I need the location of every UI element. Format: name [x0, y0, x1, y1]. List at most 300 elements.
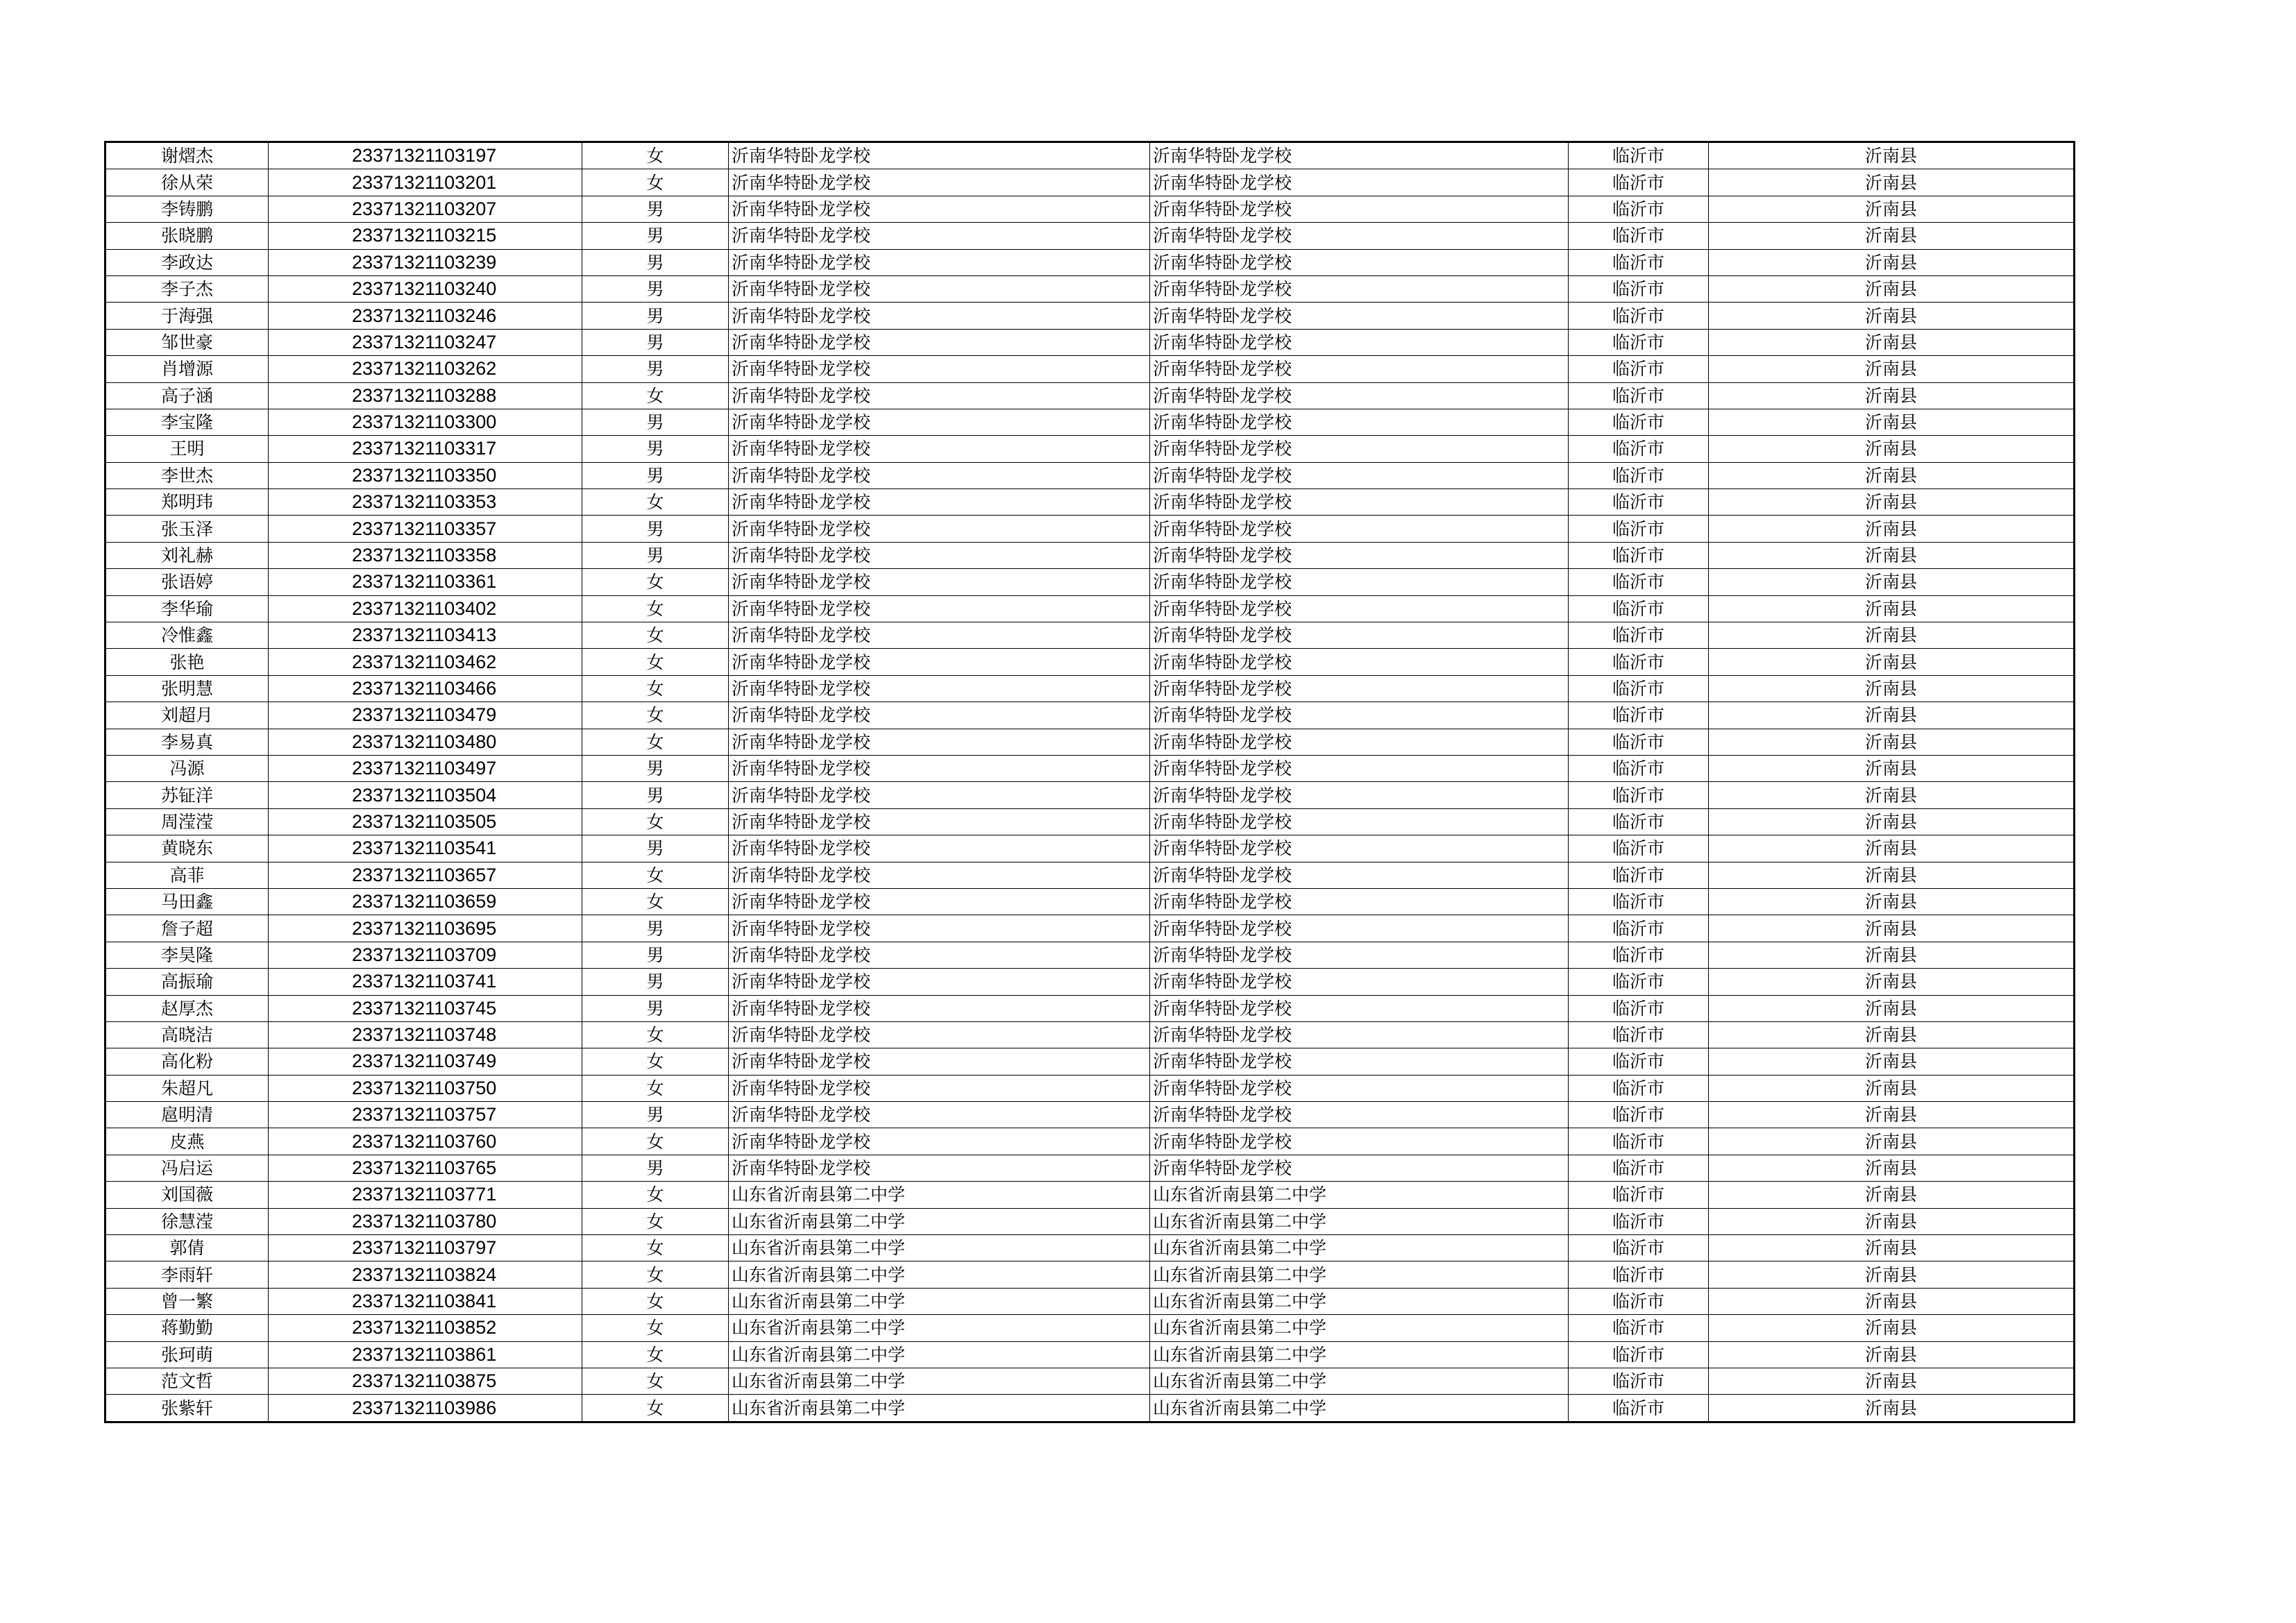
- cell-exam-site: 沂南华特卧龙学校: [1150, 142, 1569, 169]
- cell-name: 冯启运: [105, 1155, 269, 1181]
- cell-gender: 女: [582, 1075, 729, 1101]
- cell-gender: 女: [582, 1395, 729, 1422]
- cell-exam-id: 23371321103875: [269, 1368, 582, 1394]
- cell-school: 沂南华特卧龙学校: [729, 915, 1150, 942]
- cell-exam-site: 沂南华特卧龙学校: [1150, 1075, 1569, 1101]
- cell-city: 临沂市: [1569, 303, 1709, 329]
- cell-name: 詹子超: [105, 915, 269, 942]
- cell-city: 临沂市: [1569, 1102, 1709, 1128]
- cell-county: 沂南县: [1709, 649, 2075, 675]
- cell-city: 临沂市: [1569, 1368, 1709, 1394]
- cell-exam-site: 沂南华特卧龙学校: [1150, 382, 1569, 409]
- cell-city: 临沂市: [1569, 915, 1709, 942]
- table-row: [105, 516, 2075, 542]
- cell-gender: 男: [582, 223, 729, 249]
- cell-gender: 男: [582, 516, 729, 542]
- cell-city: 临沂市: [1569, 462, 1709, 488]
- cell-school: 沂南华特卧龙学校: [729, 782, 1150, 808]
- cell-exam-site: 沂南华特卧龙学校: [1150, 835, 1569, 862]
- cell-exam-site: 山东省沂南县第二中学: [1150, 1288, 1569, 1314]
- cell-gender: 女: [582, 1235, 729, 1261]
- cell-gender: 男: [582, 995, 729, 1021]
- table-row: [105, 702, 2075, 729]
- table-row: [105, 1261, 2075, 1288]
- table-row: [105, 1208, 2075, 1234]
- cell-city: 临沂市: [1569, 1048, 1709, 1075]
- cell-exam-site: 沂南华特卧龙学校: [1150, 409, 1569, 435]
- table-row: [105, 249, 2075, 275]
- table-row: [105, 675, 2075, 702]
- cell-exam-site: 沂南华特卧龙学校: [1150, 942, 1569, 968]
- cell-gender: 女: [582, 622, 729, 649]
- cell-exam-site: 沂南华特卧龙学校: [1150, 196, 1569, 222]
- cell-city: 临沂市: [1569, 729, 1709, 755]
- cell-exam-site: 沂南华特卧龙学校: [1150, 1021, 1569, 1048]
- cell-exam-site: 沂南华特卧龙学校: [1150, 1155, 1569, 1181]
- cell-exam-site: 沂南华特卧龙学校: [1150, 622, 1569, 649]
- cell-county: 沂南县: [1709, 569, 2075, 595]
- cell-gender: 女: [582, 862, 729, 888]
- cell-gender: 女: [582, 729, 729, 755]
- cell-city: 临沂市: [1569, 755, 1709, 781]
- table-row: [105, 755, 2075, 781]
- table-row: [105, 622, 2075, 649]
- cell-county: 沂南县: [1709, 1102, 2075, 1128]
- cell-name: 李子杰: [105, 275, 269, 302]
- cell-name: 张玉泽: [105, 516, 269, 542]
- cell-school: 沂南华特卧龙学校: [729, 409, 1150, 435]
- table-row: [105, 329, 2075, 355]
- cell-school: 沂南华特卧龙学校: [729, 969, 1150, 995]
- cell-exam-id: 23371321103215: [269, 223, 582, 249]
- cell-county: 沂南县: [1709, 595, 2075, 622]
- cell-school: 沂南华特卧龙学校: [729, 223, 1150, 249]
- table-row: [105, 1368, 2075, 1394]
- cell-school: 沂南华特卧龙学校: [729, 1102, 1150, 1128]
- cell-county: 沂南县: [1709, 436, 2075, 462]
- cell-name: 苏钲洋: [105, 782, 269, 808]
- cell-gender: 女: [582, 1048, 729, 1075]
- cell-city: 临沂市: [1569, 142, 1709, 169]
- table-row: [105, 1075, 2075, 1101]
- cell-county: 沂南县: [1709, 1395, 2075, 1422]
- cell-county: 沂南县: [1709, 1288, 2075, 1314]
- cell-gender: 女: [582, 1021, 729, 1048]
- cell-exam-id: 23371321103861: [269, 1341, 582, 1368]
- cell-exam-id: 23371321103504: [269, 782, 582, 808]
- cell-school: 沂南华特卧龙学校: [729, 1048, 1150, 1075]
- cell-name: 王明: [105, 436, 269, 462]
- cell-school: 沂南华特卧龙学校: [729, 569, 1150, 595]
- cell-city: 临沂市: [1569, 1155, 1709, 1181]
- cell-name: 高子涵: [105, 382, 269, 409]
- cell-school: 沂南华特卧龙学校: [729, 516, 1150, 542]
- cell-exam-id: 23371321103750: [269, 1075, 582, 1101]
- cell-county: 沂南县: [1709, 249, 2075, 275]
- cell-city: 临沂市: [1569, 489, 1709, 516]
- cell-city: 临沂市: [1569, 649, 1709, 675]
- table-row: [105, 835, 2075, 862]
- cell-county: 沂南县: [1709, 1261, 2075, 1288]
- table-row: [105, 1315, 2075, 1341]
- cell-exam-site: 沂南华特卧龙学校: [1150, 649, 1569, 675]
- cell-exam-site: 沂南华特卧龙学校: [1150, 1102, 1569, 1128]
- cell-gender: 男: [582, 835, 729, 862]
- cell-name: 高化粉: [105, 1048, 269, 1075]
- cell-gender: 男: [582, 249, 729, 275]
- cell-exam-id: 23371321103413: [269, 622, 582, 649]
- cell-gender: 男: [582, 409, 729, 435]
- cell-name: 周滢滢: [105, 808, 269, 835]
- cell-county: 沂南县: [1709, 808, 2075, 835]
- cell-exam-id: 23371321103748: [269, 1021, 582, 1048]
- cell-gender: 女: [582, 569, 729, 595]
- cell-city: 临沂市: [1569, 595, 1709, 622]
- cell-name: 刘国薇: [105, 1182, 269, 1208]
- cell-exam-site: 沂南华特卧龙学校: [1150, 275, 1569, 302]
- cell-school: 山东省沂南县第二中学: [729, 1288, 1150, 1314]
- cell-gender: 男: [582, 915, 729, 942]
- table-row: [105, 489, 2075, 516]
- cell-name: 黄晓东: [105, 835, 269, 862]
- cell-city: 临沂市: [1569, 1182, 1709, 1208]
- cell-name: 张珂萌: [105, 1341, 269, 1368]
- cell-city: 临沂市: [1569, 622, 1709, 649]
- cell-exam-id: 23371321103741: [269, 969, 582, 995]
- table-row: [105, 542, 2075, 568]
- roster-table: [104, 141, 2075, 1423]
- cell-exam-site: 沂南华特卧龙学校: [1150, 249, 1569, 275]
- cell-city: 临沂市: [1569, 169, 1709, 196]
- cell-name: 刘礼赫: [105, 542, 269, 568]
- cell-exam-site: 沂南华特卧龙学校: [1150, 489, 1569, 516]
- table-row: [105, 888, 2075, 915]
- cell-county: 沂南县: [1709, 729, 2075, 755]
- cell-school: 山东省沂南县第二中学: [729, 1235, 1150, 1261]
- cell-name: 扈明清: [105, 1102, 269, 1128]
- table-row: [105, 782, 2075, 808]
- cell-school: 沂南华特卧龙学校: [729, 436, 1150, 462]
- cell-county: 沂南县: [1709, 1368, 2075, 1394]
- cell-exam-id: 23371321103780: [269, 1208, 582, 1234]
- cell-gender: 女: [582, 169, 729, 196]
- cell-county: 沂南县: [1709, 995, 2075, 1021]
- cell-exam-id: 23371321103749: [269, 1048, 582, 1075]
- cell-exam-id: 23371321103240: [269, 275, 582, 302]
- cell-city: 临沂市: [1569, 1288, 1709, 1314]
- table-row: [105, 1288, 2075, 1314]
- cell-school: 沂南华特卧龙学校: [729, 622, 1150, 649]
- cell-name: 马田鑫: [105, 888, 269, 915]
- cell-name: 皮燕: [105, 1128, 269, 1155]
- cell-gender: 女: [582, 888, 729, 915]
- cell-city: 临沂市: [1569, 382, 1709, 409]
- cell-county: 沂南县: [1709, 1315, 2075, 1341]
- cell-exam-id: 23371321103201: [269, 169, 582, 196]
- cell-city: 临沂市: [1569, 782, 1709, 808]
- cell-exam-site: 山东省沂南县第二中学: [1150, 1208, 1569, 1234]
- cell-exam-site: 沂南华特卧龙学校: [1150, 595, 1569, 622]
- cell-exam-id: 23371321103659: [269, 888, 582, 915]
- cell-county: 沂南县: [1709, 1208, 2075, 1234]
- cell-exam-site: 沂南华特卧龙学校: [1150, 862, 1569, 888]
- cell-exam-site: 山东省沂南县第二中学: [1150, 1235, 1569, 1261]
- cell-county: 沂南县: [1709, 702, 2075, 729]
- cell-gender: 男: [582, 275, 729, 302]
- cell-city: 临沂市: [1569, 356, 1709, 382]
- cell-city: 临沂市: [1569, 329, 1709, 355]
- cell-gender: 女: [582, 1261, 729, 1288]
- cell-name: 李昊隆: [105, 942, 269, 968]
- cell-gender: 女: [582, 1208, 729, 1234]
- cell-exam-site: 沂南华特卧龙学校: [1150, 436, 1569, 462]
- cell-exam-id: 23371321103197: [269, 142, 582, 169]
- cell-exam-id: 23371321103505: [269, 808, 582, 835]
- cell-gender: 男: [582, 1155, 729, 1181]
- cell-city: 临沂市: [1569, 516, 1709, 542]
- cell-county: 沂南县: [1709, 942, 2075, 968]
- cell-exam-site: 沂南华特卧龙学校: [1150, 755, 1569, 781]
- cell-county: 沂南县: [1709, 1128, 2075, 1155]
- cell-name: 李雨轩: [105, 1261, 269, 1288]
- cell-exam-site: 山东省沂南县第二中学: [1150, 1315, 1569, 1341]
- cell-county: 沂南县: [1709, 888, 2075, 915]
- cell-exam-site: 沂南华特卧龙学校: [1150, 969, 1569, 995]
- cell-exam-id: 23371321103757: [269, 1102, 582, 1128]
- cell-city: 临沂市: [1569, 436, 1709, 462]
- cell-county: 沂南县: [1709, 196, 2075, 222]
- cell-school: 沂南华特卧龙学校: [729, 275, 1150, 302]
- cell-city: 临沂市: [1569, 675, 1709, 702]
- table-row: [105, 729, 2075, 755]
- cell-exam-id: 23371321103402: [269, 595, 582, 622]
- cell-county: 沂南县: [1709, 1235, 2075, 1261]
- cell-exam-site: 山东省沂南县第二中学: [1150, 1368, 1569, 1394]
- cell-exam-id: 23371321103288: [269, 382, 582, 409]
- cell-name: 刘超月: [105, 702, 269, 729]
- cell-gender: 女: [582, 142, 729, 169]
- cell-city: 临沂市: [1569, 223, 1709, 249]
- cell-gender: 男: [582, 542, 729, 568]
- cell-exam-site: 沂南华特卧龙学校: [1150, 1128, 1569, 1155]
- cell-name: 李铸鹏: [105, 196, 269, 222]
- cell-exam-id: 23371321103300: [269, 409, 582, 435]
- cell-county: 沂南县: [1709, 862, 2075, 888]
- cell-name: 范文哲: [105, 1368, 269, 1394]
- cell-gender: 女: [582, 649, 729, 675]
- cell-school: 沂南华特卧龙学校: [729, 1128, 1150, 1155]
- cell-school: 沂南华特卧龙学校: [729, 995, 1150, 1021]
- cell-exam-id: 23371321103745: [269, 995, 582, 1021]
- cell-county: 沂南县: [1709, 516, 2075, 542]
- cell-exam-site: 山东省沂南县第二中学: [1150, 1182, 1569, 1208]
- cell-gender: 男: [582, 303, 729, 329]
- cell-school: 沂南华特卧龙学校: [729, 595, 1150, 622]
- cell-name: 徐从荣: [105, 169, 269, 196]
- cell-name: 冯源: [105, 755, 269, 781]
- cell-gender: 女: [582, 382, 729, 409]
- cell-city: 临沂市: [1569, 862, 1709, 888]
- cell-school: 沂南华特卧龙学校: [729, 249, 1150, 275]
- cell-school: 沂南华特卧龙学校: [729, 1021, 1150, 1048]
- cell-name: 李易真: [105, 729, 269, 755]
- cell-name: 谢熠杰: [105, 142, 269, 169]
- cell-school: 沂南华特卧龙学校: [729, 169, 1150, 196]
- cell-name: 肖增源: [105, 356, 269, 382]
- cell-exam-site: 沂南华特卧龙学校: [1150, 569, 1569, 595]
- cell-school: 沂南华特卧龙学校: [729, 835, 1150, 862]
- cell-exam-site: 沂南华特卧龙学校: [1150, 223, 1569, 249]
- table-row: [105, 356, 2075, 382]
- cell-school: 沂南华特卧龙学校: [729, 462, 1150, 488]
- cell-school: 沂南华特卧龙学校: [729, 702, 1150, 729]
- cell-exam-id: 23371321103695: [269, 915, 582, 942]
- cell-exam-site: 沂南华特卧龙学校: [1150, 808, 1569, 835]
- cell-name: 张明慧: [105, 675, 269, 702]
- cell-county: 沂南县: [1709, 303, 2075, 329]
- table-row: [105, 1102, 2075, 1128]
- cell-county: 沂南县: [1709, 1021, 2075, 1048]
- cell-school: 沂南华特卧龙学校: [729, 729, 1150, 755]
- cell-name: 张艳: [105, 649, 269, 675]
- cell-gender: 女: [582, 1182, 729, 1208]
- cell-exam-id: 23371321103239: [269, 249, 582, 275]
- cell-school: 沂南华特卧龙学校: [729, 542, 1150, 568]
- cell-county: 沂南县: [1709, 969, 2075, 995]
- table-row: [105, 995, 2075, 1021]
- cell-name: 高晓洁: [105, 1021, 269, 1048]
- table-row: [105, 436, 2075, 462]
- cell-county: 沂南县: [1709, 329, 2075, 355]
- cell-county: 沂南县: [1709, 142, 2075, 169]
- cell-gender: 女: [582, 1315, 729, 1341]
- cell-gender: 女: [582, 1288, 729, 1314]
- cell-exam-id: 23371321103852: [269, 1315, 582, 1341]
- cell-exam-site: 沂南华特卧龙学校: [1150, 169, 1569, 196]
- cell-exam-id: 23371321103246: [269, 303, 582, 329]
- table-row: [105, 808, 2075, 835]
- table-row: [105, 915, 2075, 942]
- cell-city: 临沂市: [1569, 1208, 1709, 1234]
- cell-county: 沂南县: [1709, 1075, 2075, 1101]
- table-row: [105, 569, 2075, 595]
- cell-exam-id: 23371321103466: [269, 675, 582, 702]
- cell-city: 临沂市: [1569, 1128, 1709, 1155]
- cell-exam-id: 23371321103765: [269, 1155, 582, 1181]
- cell-gender: 男: [582, 782, 729, 808]
- cell-exam-id: 23371321103350: [269, 462, 582, 488]
- roster-body: [105, 142, 2075, 1422]
- cell-county: 沂南县: [1709, 1182, 2075, 1208]
- cell-school: 沂南华特卧龙学校: [729, 649, 1150, 675]
- cell-name: 冷惟鑫: [105, 622, 269, 649]
- table-row: [105, 1235, 2075, 1261]
- table-row: [105, 223, 2075, 249]
- cell-county: 沂南县: [1709, 489, 2075, 516]
- cell-name: 李世杰: [105, 462, 269, 488]
- cell-city: 临沂市: [1569, 569, 1709, 595]
- cell-school: 山东省沂南县第二中学: [729, 1315, 1150, 1341]
- cell-county: 沂南县: [1709, 382, 2075, 409]
- cell-name: 高振瑜: [105, 969, 269, 995]
- cell-exam-id: 23371321103709: [269, 942, 582, 968]
- cell-name: 李华瑜: [105, 595, 269, 622]
- cell-county: 沂南县: [1709, 675, 2075, 702]
- cell-gender: 女: [582, 489, 729, 516]
- cell-name: 曾一繁: [105, 1288, 269, 1314]
- cell-exam-site: 山东省沂南县第二中学: [1150, 1395, 1569, 1422]
- cell-school: 沂南华特卧龙学校: [729, 942, 1150, 968]
- cell-school: 沂南华特卧龙学校: [729, 808, 1150, 835]
- cell-school: 山东省沂南县第二中学: [729, 1395, 1150, 1422]
- cell-gender: 男: [582, 462, 729, 488]
- cell-school: 沂南华特卧龙学校: [729, 382, 1150, 409]
- cell-school: 山东省沂南县第二中学: [729, 1341, 1150, 1368]
- cell-county: 沂南县: [1709, 1048, 2075, 1075]
- table-row: [105, 303, 2075, 329]
- cell-city: 临沂市: [1569, 1395, 1709, 1422]
- cell-exam-id: 23371321103771: [269, 1182, 582, 1208]
- cell-gender: 男: [582, 436, 729, 462]
- cell-exam-id: 23371321103657: [269, 862, 582, 888]
- cell-city: 临沂市: [1569, 1261, 1709, 1288]
- cell-city: 临沂市: [1569, 542, 1709, 568]
- cell-exam-id: 23371321103361: [269, 569, 582, 595]
- cell-exam-site: 沂南华特卧龙学校: [1150, 356, 1569, 382]
- cell-gender: 女: [582, 702, 729, 729]
- cell-exam-id: 23371321103824: [269, 1261, 582, 1288]
- cell-gender: 男: [582, 1102, 729, 1128]
- cell-city: 临沂市: [1569, 1235, 1709, 1261]
- cell-exam-id: 23371321103497: [269, 755, 582, 781]
- table-row: [105, 169, 2075, 196]
- cell-city: 临沂市: [1569, 275, 1709, 302]
- cell-school: 山东省沂南县第二中学: [729, 1182, 1150, 1208]
- cell-county: 沂南县: [1709, 1155, 2075, 1181]
- table-row: [105, 1155, 2075, 1181]
- cell-name: 郑明玮: [105, 489, 269, 516]
- cell-county: 沂南县: [1709, 223, 2075, 249]
- cell-county: 沂南县: [1709, 169, 2075, 196]
- cell-exam-id: 23371321103986: [269, 1395, 582, 1422]
- cell-school: 沂南华特卧龙学校: [729, 755, 1150, 781]
- cell-school: 沂南华特卧龙学校: [729, 196, 1150, 222]
- table-row: [105, 649, 2075, 675]
- cell-city: 临沂市: [1569, 1341, 1709, 1368]
- cell-name: 郭倩: [105, 1235, 269, 1261]
- cell-name: 邹世豪: [105, 329, 269, 355]
- cell-county: 沂南县: [1709, 622, 2075, 649]
- cell-gender: 男: [582, 942, 729, 968]
- cell-county: 沂南县: [1709, 275, 2075, 302]
- table-row: [105, 1021, 2075, 1048]
- cell-gender: 女: [582, 808, 729, 835]
- table-row: [105, 1128, 2075, 1155]
- cell-city: 临沂市: [1569, 888, 1709, 915]
- cell-school: 沂南华特卧龙学校: [729, 675, 1150, 702]
- cell-exam-site: 沂南华特卧龙学校: [1150, 702, 1569, 729]
- cell-county: 沂南县: [1709, 1341, 2075, 1368]
- cell-exam-site: 沂南华特卧龙学校: [1150, 329, 1569, 355]
- cell-county: 沂南县: [1709, 542, 2075, 568]
- table-row: [105, 595, 2075, 622]
- cell-county: 沂南县: [1709, 755, 2075, 781]
- cell-county: 沂南县: [1709, 782, 2075, 808]
- cell-exam-id: 23371321103247: [269, 329, 582, 355]
- cell-city: 临沂市: [1569, 1315, 1709, 1341]
- cell-exam-id: 23371321103760: [269, 1128, 582, 1155]
- cell-exam-site: 沂南华特卧龙学校: [1150, 303, 1569, 329]
